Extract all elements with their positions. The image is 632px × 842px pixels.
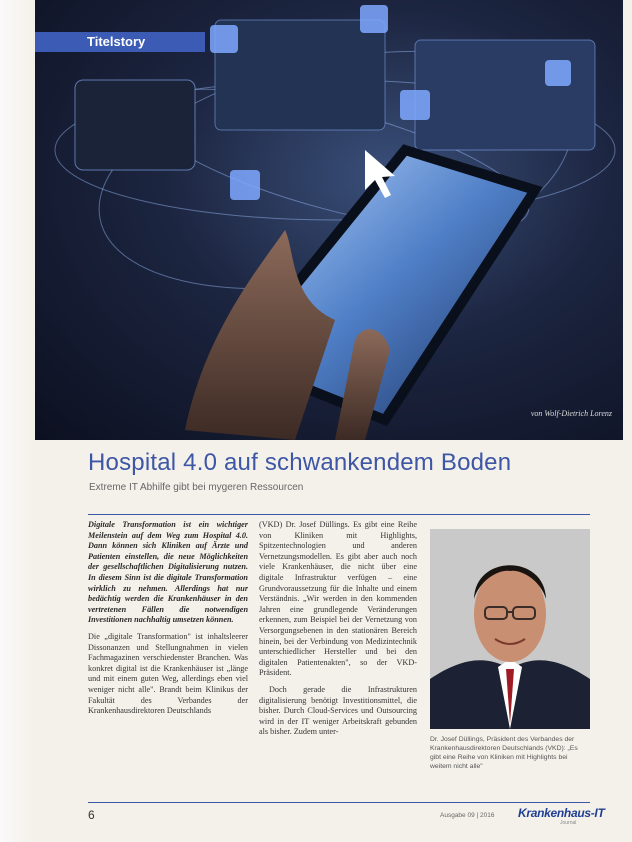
footer-divider [88, 802, 590, 803]
portrait-photo [430, 529, 590, 729]
brand-subtitle: Journal [560, 820, 577, 826]
column-1 [88, 520, 248, 723]
section-tag: Titelstory [35, 32, 205, 52]
portrait-caption: Dr. Josef Düllings, Präsident des Verbandes der Krankenhausdirektoren Deutschlands (VKD): „Es gibt eine Reihe von Kliniken mit Highlights bei weitem nicht alle" [430, 736, 578, 770]
photo-credit: von Wolf-Dietrich Lorenz [530, 409, 612, 418]
article-subheadline: Extreme IT Abhilfe gibt bei mygeren Ressourcen [89, 482, 304, 493]
body-paragraph: Die „digitale Transformation" ist inhaltsleerer Dissonanzen und Stellungnahmen in vielen Fachmagazinen verschiedenster Branchen. Was konkret digital ist die Krankenhäuser ist „länge und mit einem guten Weg, allerdings eben viel weniger nicht alle". Brandt beim Klinikus der Fakultät des Verbandes der Krankenhausdirektoren Deutschlands [88, 631, 248, 716]
body-paragraph: Doch gerade die Infrastrukturen digitalisierung benötigt Investitionsmittel, die bisher. Durch Cloud-Services und Outsourcing wird in der IT weniger Arbeitskraft gebunden als bisher. Zudem unter- [259, 684, 417, 737]
page-number: 6 [88, 808, 95, 822]
brand-logo: Krankenhaus-IT [518, 806, 605, 820]
lead-paragraph: Digitale Transformation ist ein wichtiger Meilenstein auf dem Weg zum Hospital 4.0. Dann können sich Kliniken auf Ärzte und Patienten einstellen, die neue Möglichkeiten der gesellschaftlichen Digitalisierung nutzen. In diesem Sinn ist die digitale Transformation wirklich zu nehmen. Allerdings hat nur bedächtig werden die Krankenhäuser in den vertretenen Fällen die notwendigen Investitionen nachhaltig umsetzen können. [88, 520, 248, 625]
hero-illustration [35, 0, 623, 440]
issue-label: Ausgabe 09 | 2016 [440, 812, 495, 819]
body-paragraph: (VKD) Dr. Josef Düllings. Es gibt eine Reihe von Kliniken mit Highlights, Spitzentechnologien und anderen Vernetzungsmodellen. Es gibt aber auch noch viele Krankenhäuser, die nicht über eine digitale Infrastruktur verfügen – eine Grundvoraussetzung für die Inhalte und einem Verständnis. „Wir werden in den kommenden Jahren eine grundlegende Veränderungen erkennen, zum Beispiel bei der Vernetzung von Versorgungsebenen in den stationären Bereich hinein, bei der Verbindung von Medizintechnik unterschiedlicher Hersteller und bei den digitalen Patientenakten", so der VKD-Präsident. [259, 520, 417, 678]
top-divider [88, 514, 590, 515]
column-2 [259, 520, 417, 744]
page-edge [0, 0, 34, 842]
article-headline: Hospital 4.0 auf schwankendem Boden [88, 449, 512, 476]
hero-image [35, 0, 623, 440]
portrait-illustration [430, 529, 590, 729]
